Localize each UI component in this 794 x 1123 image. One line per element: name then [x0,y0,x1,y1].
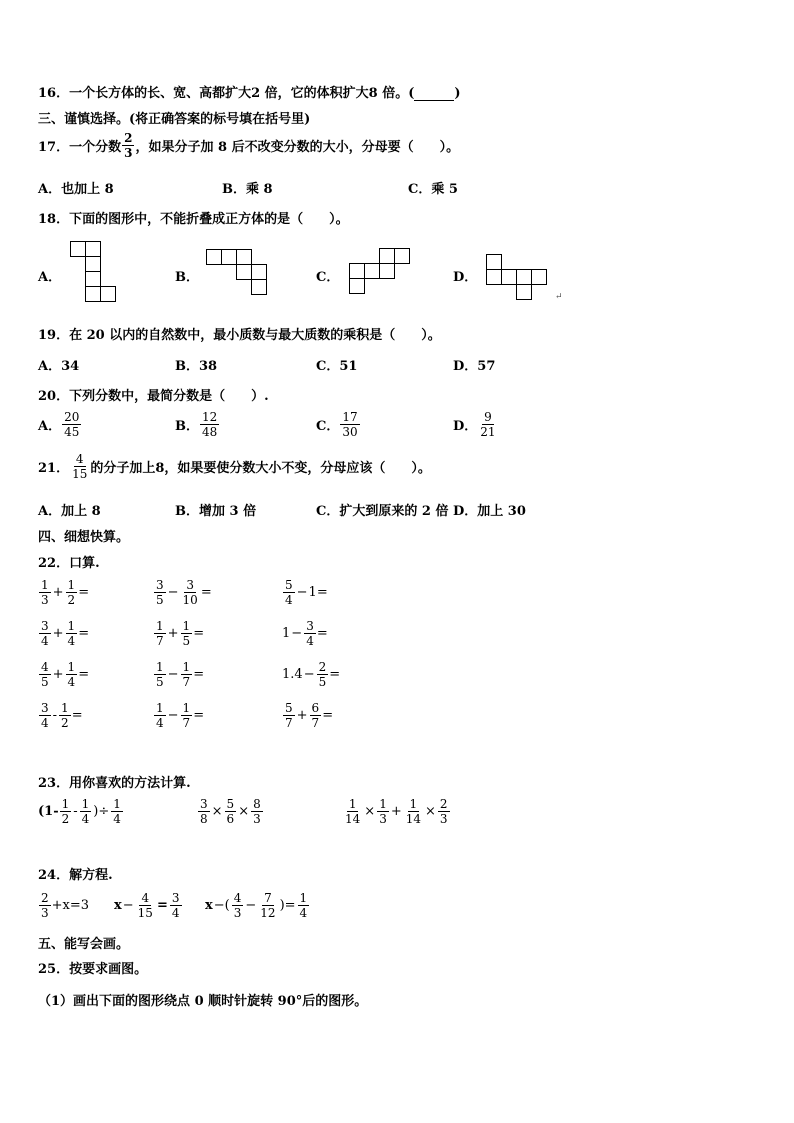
fraction: $\frac{2}{3}$ [439,797,448,826]
cube-net-c [349,248,413,296]
fraction: 12 48 [202,410,218,439]
fraction: 1 5 [156,660,164,689]
operator: + [167,626,179,641]
answer-blank[interactable] [414,88,454,101]
mental-math-item [38,619,89,648]
operator: − [167,585,179,600]
fraction: 1 3 [41,578,49,607]
equals-sign: = [316,585,328,600]
fraction: $\frac{1}{4}$ [113,797,121,826]
mental-math-item [153,578,212,607]
question-number: 18． [38,212,70,227]
calc-expression-1: (1- 1 2 - 1 4 )÷ $\frac{1}{4}$ [38,797,121,826]
q18-option-c[interactable]: C． [316,270,340,285]
question-19 [38,324,441,343]
equals-sign: = [78,585,90,600]
equals-sign: = [329,667,341,682]
operator: − [291,626,303,641]
section-heading-5: 五、能写会画。 [38,937,130,952]
question-text: 下面的图形中，不能折叠成正方体的是（ ）。 [69,212,349,227]
equals-sign: = [78,626,90,641]
fraction: 5 4 [285,578,293,607]
whole-number: 1 [308,585,317,600]
operator: + [52,626,64,641]
q21-option-a[interactable]: A．加上 8 [38,504,101,519]
question-text: ，如果分子加 8 后不改变分数的大小，分母要（ ）。 [135,140,460,155]
q20-option-d[interactable]: D． 9 21 [453,410,496,439]
fraction: $\frac{7}{12}$ [260,891,276,920]
fraction: $\frac{4}{15}$ [137,891,153,920]
fraction: $\frac{1}{2}$ [67,578,76,607]
mental-math-item [38,701,83,730]
paragraph-mark: ↵ [555,292,563,302]
q19-option-b[interactable]: B．38 [175,359,218,374]
mental-math-item [38,660,89,689]
question-20 [38,385,269,404]
question-17 [38,131,459,160]
fraction: 4 3 [233,891,242,920]
fraction: $\frac{1}{14}$ [345,797,361,826]
fraction: 2 3 [41,891,49,920]
question-text: 的分子加上8，如果要使分数大小不变，分母应该（ ）。 [90,461,431,476]
question-text: 按要求画图。 [69,962,148,977]
mental-math-item [38,578,89,607]
q18-option-b[interactable]: B． [175,270,199,285]
fraction: 3 4 [41,619,49,648]
question-number: 19． [38,328,70,343]
q19-option-d[interactable]: D．57 [453,359,496,374]
q25-subquestion-1: （1）画出下面的图形绕点 0 顺时针旋转 90°后的图形。 [38,994,368,1009]
mental-math-item [282,619,328,648]
question-21 [38,452,431,481]
calc-expression-3: $\frac{1}{14}$ × $\frac{1}{3}$ + $\frac{1}{14}$ × $\frac{2}{3}$ [345,797,448,826]
calc-expression-2: $\frac{3}{8}$ × $\frac{5}{6}$ × $\frac{8}{3}$ [200,797,261,826]
fraction: $\frac{3}{10}$ [182,578,198,607]
operator: − [303,667,315,682]
cube-net-d [486,254,550,302]
equals-sign: = [193,626,205,641]
fraction: $\frac{1}{14}$ [405,797,422,826]
q20-option-c[interactable]: C． 17 30 [316,410,358,439]
section-heading-3: 三、谨慎选择。(将正确答案的标号填在括号里) [38,112,311,127]
fraction: 20 45 [64,410,80,439]
cube-net-a [70,241,120,303]
whole-number: 1.4 [282,667,303,682]
fraction: 1 4 [156,701,164,730]
fraction: 3 4 [41,701,49,730]
fraction: 2 3 [124,131,133,160]
equals-sign: = [193,708,205,723]
fraction: $\frac{1}{7}$ [182,701,191,730]
question-text: 解方程. [69,868,113,883]
question-number: 21． [38,461,70,476]
fraction: 1 7 [156,619,164,648]
operator: + [296,708,308,723]
q17-option-c[interactable]: C．乘 5 [408,182,458,197]
fraction: 9 21 [480,410,496,439]
operator: − [167,667,179,682]
equals-sign: = [193,667,205,682]
question-number: 17． [38,140,70,155]
fraction: $\frac{1}{5}$ [182,619,191,648]
fraction: $\frac{1}{2}$ [61,701,69,730]
q20-option-b[interactable]: B． 12 48 [175,410,218,439]
fraction: 4 15 [72,452,88,481]
question-22 [38,552,100,571]
operator: − [167,708,179,723]
fraction: $\frac{3}{4}$ [171,891,180,920]
q21-option-c[interactable]: C．扩大到原来的 2 倍 [316,504,449,519]
whole-number: 1 [282,626,291,641]
operator: − [296,585,308,600]
question-text: 在 20 以内的自然数中，最小质数与最大质数的乘积是（ ）。 [69,328,441,343]
fraction: 17 30 [342,410,358,439]
question-number: 23． [38,776,70,791]
fraction: $\frac{6}{7}$ [311,701,320,730]
equation-1: 2 3 +x=3 [41,891,90,920]
question-18 [38,208,349,227]
question-text: 下列分数中，最简分数是（ ）. [69,389,269,404]
equals-sign: = [322,708,334,723]
fraction: $\frac{5}{6}$ [226,797,235,826]
equation-3: x −( 4 3 − $\frac{7}{12}$ )= $\frac{1}{4}$ [205,891,308,920]
question-24 [38,864,113,883]
question-text: 口算. [69,556,100,571]
equals-sign: = [316,626,328,641]
question-number: 22． [38,556,70,571]
q18-option-a[interactable]: A． [38,270,62,285]
q19-option-a[interactable]: A．34 [38,359,80,374]
q21-option-b[interactable]: B．增加 3 倍 [175,504,257,519]
mental-math-item [153,660,204,689]
mental-math-item [153,701,204,730]
fraction: $\frac{2}{5}$ [318,660,327,689]
fraction: 1 2 [61,797,70,826]
fraction: $\frac{3}{8}$ [200,797,208,826]
fraction: $\frac{1}{4}$ [299,891,308,920]
q20-option-a[interactable]: A． 20 45 [38,410,80,439]
mental-math-item [282,578,328,607]
question-16 [38,82,461,101]
mental-math-item [282,701,333,730]
question-number: 24． [38,868,70,883]
operator: + [52,585,64,600]
q21-option-d[interactable]: D．加上 30 [453,504,526,519]
question-number: 25． [38,962,70,977]
q17-option-b[interactable]: B．乘 8 [222,182,273,197]
q18-option-d[interactable]: D． [453,270,478,285]
operator: - [52,708,58,723]
question-number: 16． [38,86,70,101]
fraction: 1 4 [81,797,90,826]
question-text: 一个分数 [69,140,122,155]
fraction: $\frac{1}{4}$ [67,660,76,689]
question-25 [38,958,147,977]
q19-option-c[interactable]: C．51 [316,359,358,374]
equals-sign: = [78,667,90,682]
fraction: $\frac{8}{3}$ [253,797,261,826]
fraction: $\frac{3}{4}$ [306,619,314,648]
fraction: $\frac{1}{4}$ [67,619,76,648]
cube-net-b [206,249,270,297]
fraction: 3 5 [156,578,164,607]
mental-math-item [153,619,204,648]
question-23 [38,772,191,791]
question-text: 用你喜欢的方法计算. [69,776,191,791]
question-text: 一个长方体的长、宽、高都扩大2 倍，它的体积扩大8 倍。( [69,86,415,101]
fraction: $\frac{1}{3}$ [379,797,387,826]
equals-sign: = [71,708,83,723]
equals-sign: = [200,585,212,600]
question-number: 20． [38,389,70,404]
equation-2: x − $\frac{4}{15}$ = $\frac{3}{4}$ [114,891,180,920]
close-paren: ) [454,86,461,101]
fraction: 4 5 [41,660,49,689]
fraction: 5 7 [285,701,293,730]
fraction: $\frac{1}{7}$ [182,660,191,689]
q17-option-a[interactable]: A．也加上 8 [38,182,114,197]
mental-math-item [282,660,340,689]
section-heading-4: 四、细想快算。 [38,530,130,545]
operator: + [52,667,64,682]
